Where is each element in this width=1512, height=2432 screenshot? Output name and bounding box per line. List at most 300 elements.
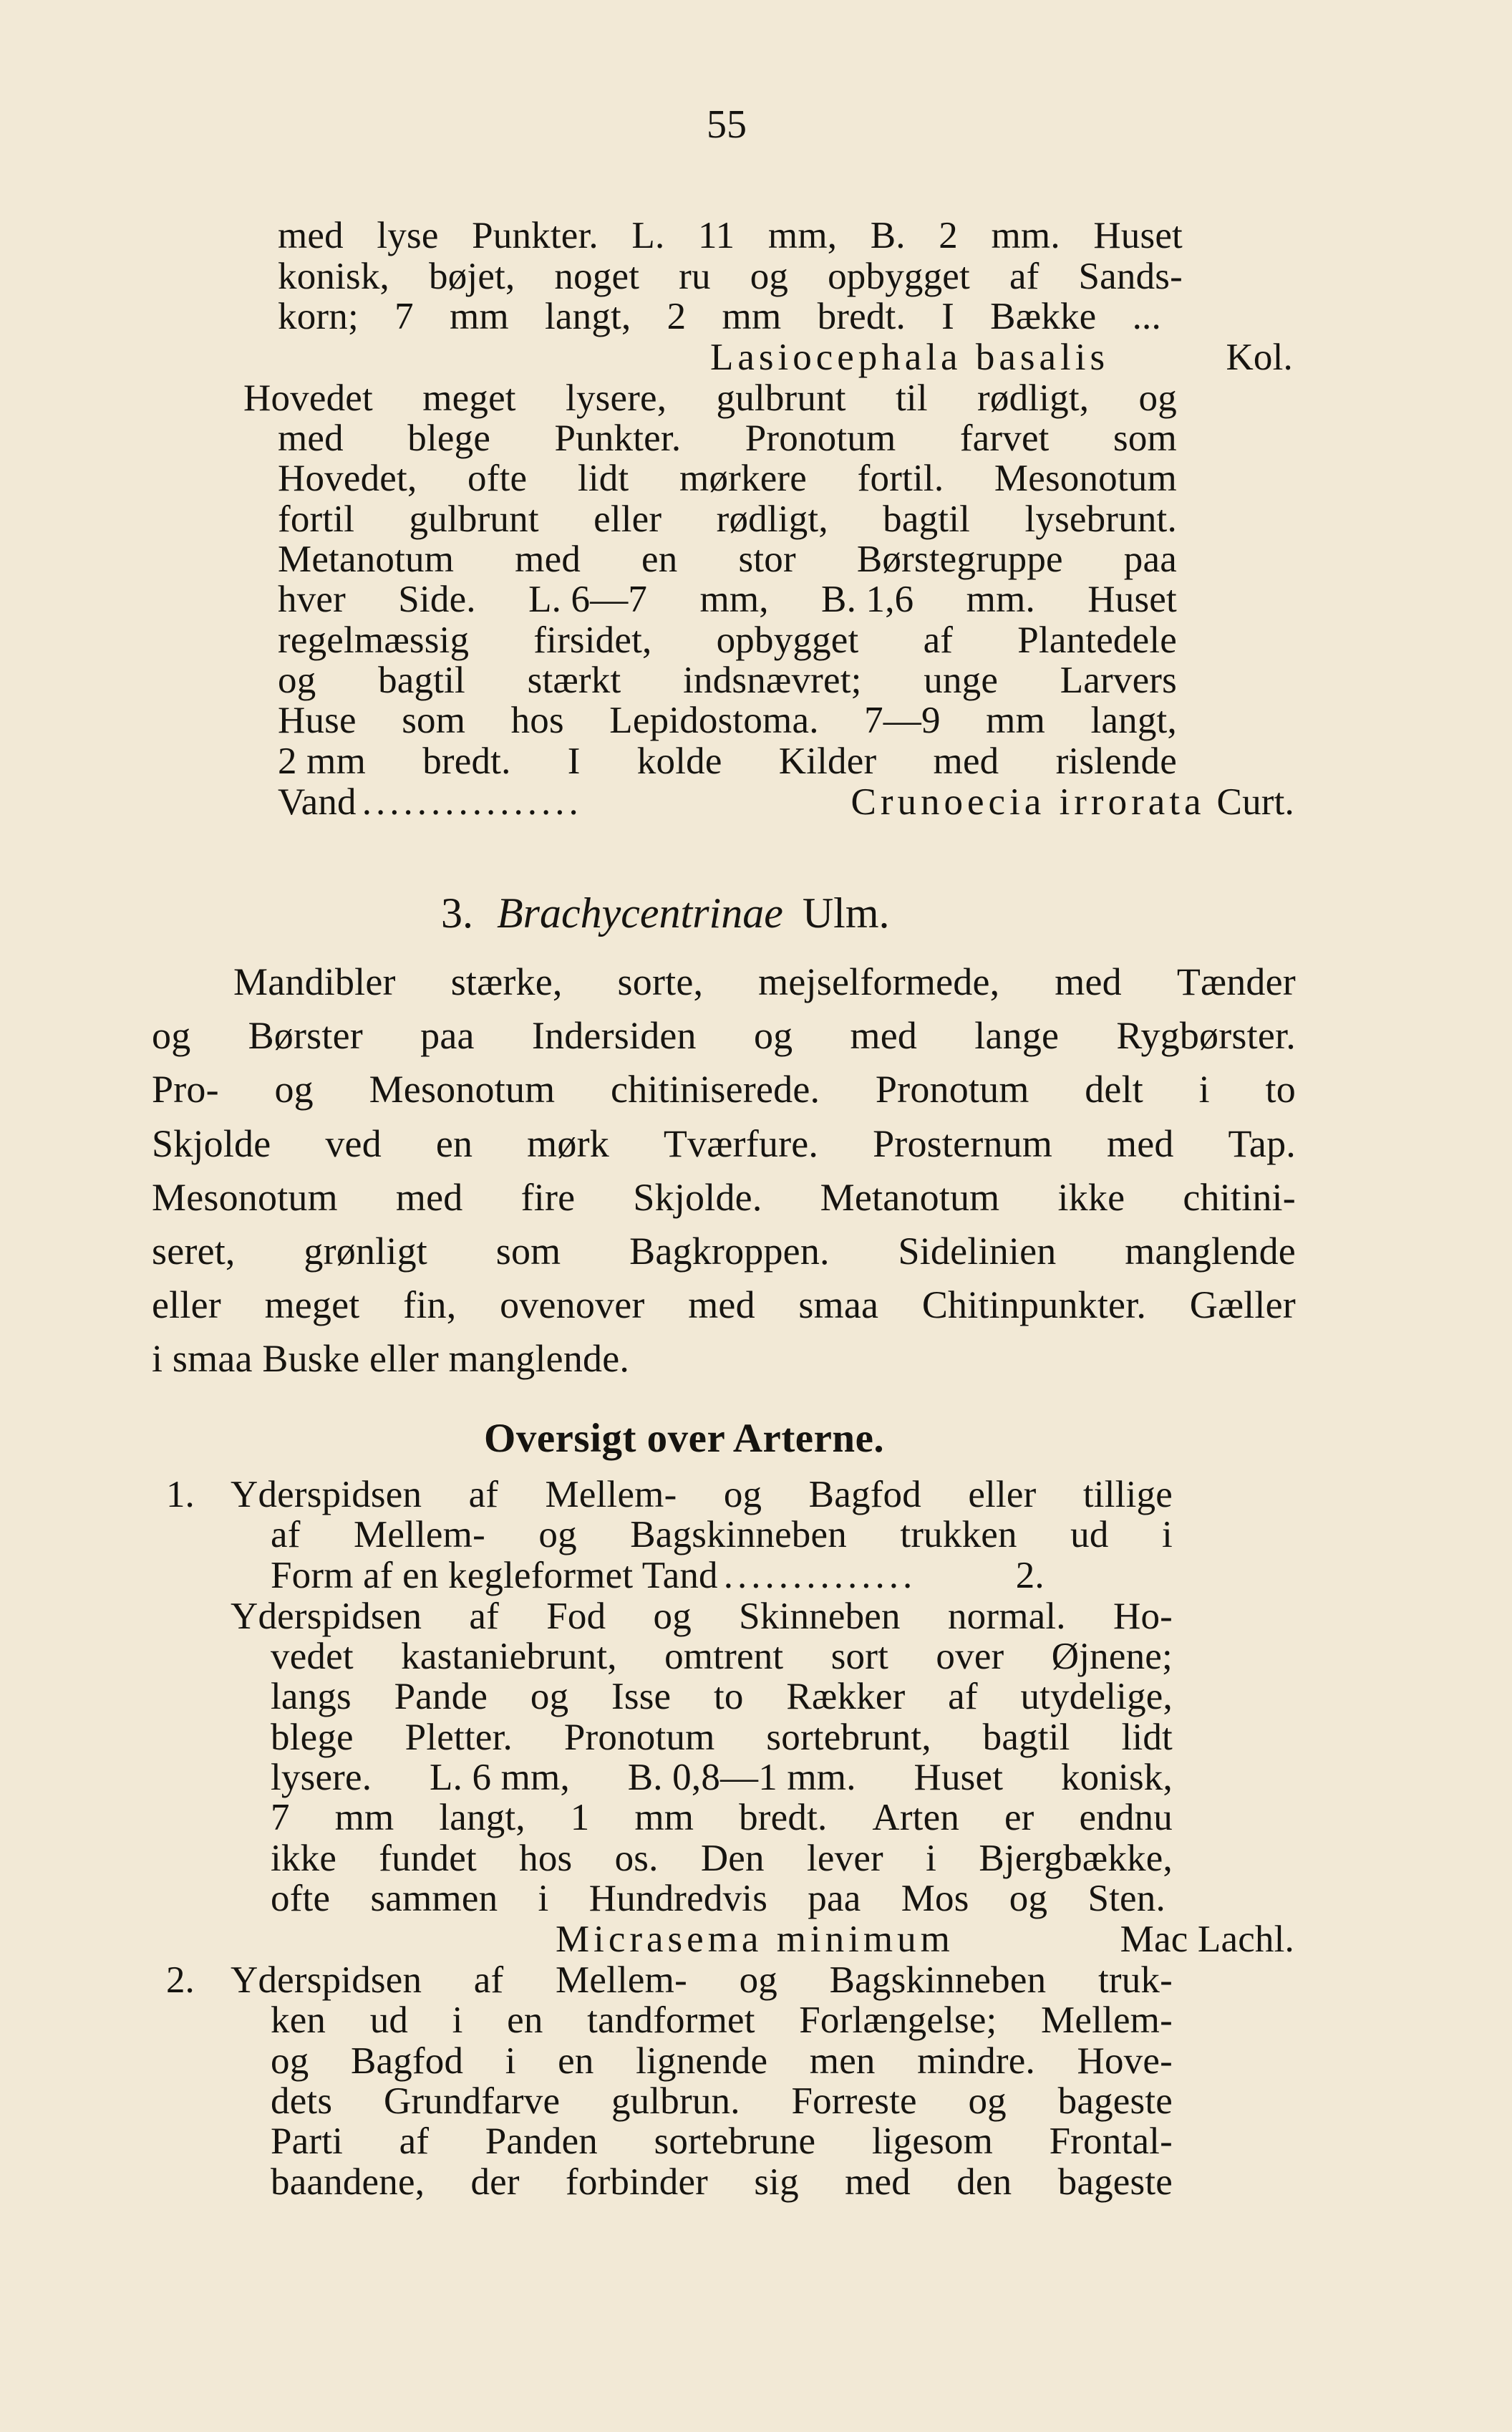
word: konisk, xyxy=(1060,1757,1173,1798)
key-line xyxy=(271,2160,1173,2204)
word: Yderspidsen xyxy=(231,1474,422,1515)
word: Hovedet, xyxy=(278,458,417,499)
word: Panden xyxy=(485,2120,598,2162)
word: stor xyxy=(738,539,796,580)
species-line xyxy=(556,1917,1294,1961)
word: sammen xyxy=(370,1878,498,1919)
word: forbinder xyxy=(566,2161,709,2203)
word: lignende xyxy=(636,2040,768,2082)
word: Metanotum xyxy=(820,1176,1000,1219)
word: meget xyxy=(264,1283,360,1326)
line-start: Vand xyxy=(278,781,357,823)
word: en xyxy=(435,1122,473,1165)
word: mejselformede, xyxy=(758,960,1000,1003)
key-reference: 2. xyxy=(1015,1555,1045,1596)
word: Pronotum xyxy=(875,1068,1029,1111)
word: eller xyxy=(152,1283,221,1326)
word: hos xyxy=(510,700,564,741)
word: 2 xyxy=(667,296,687,337)
word: ud xyxy=(369,1999,409,2041)
word: Yderspidsen xyxy=(231,1596,422,1637)
text-line xyxy=(278,254,1183,299)
word: I xyxy=(941,296,954,337)
word: Frontal- xyxy=(1049,2120,1173,2162)
word: fortil xyxy=(278,498,355,540)
word: hos xyxy=(519,1838,573,1879)
word: vedet xyxy=(271,1636,354,1677)
text-line xyxy=(243,376,1177,420)
word: stærkt xyxy=(527,660,621,701)
word: bageste xyxy=(1057,2161,1173,2203)
word: med xyxy=(1055,960,1122,1003)
word: i xyxy=(1162,1514,1173,1555)
word: bredt. xyxy=(739,1797,828,1838)
word: en xyxy=(558,2040,594,2082)
word: Gæller xyxy=(1189,1283,1296,1326)
key-line xyxy=(271,1876,1166,1921)
key-line xyxy=(271,1634,1173,1679)
word: lyse xyxy=(377,215,439,256)
word: mørk xyxy=(527,1122,609,1165)
word: bredt. xyxy=(422,740,511,782)
key-line xyxy=(271,1755,1173,1800)
word: ken xyxy=(271,1999,326,2041)
word: truk- xyxy=(1097,1959,1173,2001)
word: Bagskinneben xyxy=(630,1514,847,1555)
word: konisk, xyxy=(278,256,390,297)
word: tandformet xyxy=(587,1999,755,2041)
key-number: 2. xyxy=(166,1959,195,2001)
word: Børster xyxy=(248,1014,363,1057)
word: Skjolde. xyxy=(633,1176,762,1219)
word: Arten xyxy=(872,1797,960,1838)
word: en xyxy=(641,539,678,580)
word: den xyxy=(956,2161,1012,2203)
word: Parti xyxy=(271,2120,344,2162)
word: og xyxy=(152,1014,191,1057)
word: af xyxy=(399,2120,430,2162)
word: fin, xyxy=(403,1283,457,1326)
word: I xyxy=(567,740,581,782)
word: L. 6—7 xyxy=(528,579,648,620)
word: Mesonotum xyxy=(369,1068,556,1111)
word: Rækker xyxy=(786,1676,906,1717)
word: med xyxy=(688,1283,755,1326)
word: ikke xyxy=(1057,1176,1125,1219)
key-line xyxy=(231,1594,1173,1639)
word: mm xyxy=(334,1797,394,1838)
word: Side. xyxy=(398,579,476,620)
word: og xyxy=(271,2040,309,2082)
word: opbygget xyxy=(828,256,970,297)
word: Tværfure. xyxy=(663,1122,819,1165)
key-line xyxy=(271,2039,1173,2083)
text-line xyxy=(278,213,1183,258)
word: to xyxy=(1265,1068,1296,1111)
word: Ho- xyxy=(1113,1596,1173,1637)
word: af xyxy=(948,1676,978,1717)
word: som xyxy=(495,1230,561,1273)
word: i xyxy=(926,1838,937,1879)
text-line xyxy=(278,739,1177,783)
line-start: Form af en kegleformet Tand xyxy=(271,1555,718,1596)
word: men xyxy=(809,2040,876,2082)
word: og xyxy=(968,2080,1007,2122)
word: med xyxy=(515,539,581,580)
word: ud xyxy=(1070,1514,1109,1555)
word: Hovedet xyxy=(243,377,373,419)
word: af xyxy=(271,1514,301,1555)
word: noget xyxy=(554,256,640,297)
word: gulbrunt xyxy=(716,377,846,419)
word: Mellem- xyxy=(1041,1999,1173,2041)
word: lever xyxy=(806,1838,883,1879)
section-heading xyxy=(441,888,890,938)
word: med xyxy=(395,1176,463,1219)
word: utydelige, xyxy=(1020,1676,1173,1717)
word: Huse xyxy=(278,700,357,741)
word: og xyxy=(723,1474,762,1515)
word: ... xyxy=(1132,296,1161,337)
word: Indersiden xyxy=(531,1014,697,1057)
word: eller xyxy=(593,498,662,540)
word: lysere. xyxy=(271,1757,372,1798)
word: Hundredvis xyxy=(588,1878,768,1919)
word: chitiniserede. xyxy=(611,1068,820,1111)
section-author: Ulm. xyxy=(802,889,890,937)
word: Hove- xyxy=(1077,2040,1173,2082)
word: mm. xyxy=(991,215,1060,256)
word: og xyxy=(530,1676,569,1717)
word: Fod xyxy=(546,1596,606,1637)
word: kastaniebrunt, xyxy=(401,1636,617,1677)
word: blege xyxy=(271,1717,354,1758)
word: ovenover xyxy=(500,1283,645,1326)
word: Yderspidsen xyxy=(231,1959,422,2001)
word: B. 0,8—1 mm. xyxy=(627,1757,856,1798)
word: Forreste xyxy=(791,2080,917,2122)
word: Bække xyxy=(990,296,1097,337)
word: meget xyxy=(422,377,516,419)
word: 7 xyxy=(271,1797,290,1838)
text-line xyxy=(278,416,1177,460)
word: ru xyxy=(679,256,711,297)
key-line xyxy=(271,1795,1173,1840)
word: til xyxy=(895,377,928,419)
species-name: Lasiocephala basalis xyxy=(710,337,1110,378)
word: med xyxy=(278,215,344,256)
word: 1 xyxy=(570,1797,590,1838)
word: i xyxy=(1198,1068,1210,1111)
word: stærke, xyxy=(450,960,563,1003)
species-author: Mac Lachl. xyxy=(1120,1919,1294,1960)
word: af xyxy=(923,619,954,661)
text-line xyxy=(152,1229,1296,1273)
word: ofte xyxy=(467,458,528,499)
species-author: Curt. xyxy=(1216,781,1294,823)
word: Sidelinien xyxy=(898,1230,1057,1273)
word: kolde xyxy=(636,740,722,782)
word: paa xyxy=(808,1878,861,1919)
word: Børstegruppe xyxy=(856,539,1063,580)
word: firsidet, xyxy=(533,619,652,661)
section-name: Brachycentrinae xyxy=(497,889,783,937)
key-heading: Oversigt over Arterne. xyxy=(484,1416,885,1461)
word: fire xyxy=(520,1176,576,1219)
word: Tænder xyxy=(1176,960,1296,1003)
key-line xyxy=(271,1715,1173,1760)
word: chitini- xyxy=(1183,1176,1296,1219)
word: af xyxy=(473,1959,504,2001)
word: som xyxy=(402,700,466,741)
word: eller xyxy=(968,1474,1037,1515)
word: Bagfod xyxy=(350,2040,464,2082)
word: der xyxy=(470,2161,520,2203)
word: seret, xyxy=(152,1230,236,1273)
word: bageste xyxy=(1057,2080,1173,2122)
word: Skinneben xyxy=(739,1596,901,1637)
word: bagtil xyxy=(378,660,465,701)
species-line xyxy=(278,780,1294,824)
word: lidt xyxy=(1121,1717,1173,1758)
word: Larvers xyxy=(1060,660,1177,701)
text-line xyxy=(152,1283,1296,1327)
text-line xyxy=(278,497,1177,541)
word: langt, xyxy=(439,1797,525,1838)
word: Huset xyxy=(1093,215,1183,256)
word: lange xyxy=(974,1014,1060,1057)
word: bøjet, xyxy=(429,256,515,297)
word: ofte xyxy=(271,1878,331,1919)
word: Bagfod xyxy=(808,1474,921,1515)
word: rødligt, xyxy=(977,377,1090,419)
word: Metanotum xyxy=(278,539,455,580)
word: Øjnene; xyxy=(1051,1636,1173,1677)
word: i xyxy=(538,1878,549,1919)
word: Pro- xyxy=(152,1068,219,1111)
word: over xyxy=(936,1636,1004,1677)
word: paa xyxy=(420,1014,475,1057)
word: mindre. xyxy=(917,2040,1035,2082)
word: 7—9 xyxy=(864,700,941,741)
key-line xyxy=(271,2079,1173,2123)
word: Punkter. xyxy=(472,215,598,256)
word: Mellem- xyxy=(354,1514,485,1555)
word: og xyxy=(278,660,316,701)
word: Pande xyxy=(394,1676,488,1717)
word: rislende xyxy=(1055,740,1177,782)
word: Rygbørster. xyxy=(1116,1014,1296,1057)
section-number: 3. xyxy=(441,889,473,937)
word: endnu xyxy=(1079,1797,1173,1838)
word: sorte, xyxy=(617,960,704,1003)
text-line xyxy=(278,577,1177,622)
word: blege xyxy=(407,418,491,459)
word: Sands- xyxy=(1078,256,1183,297)
word: L. 6 mm, xyxy=(430,1757,570,1798)
word: bagtil xyxy=(982,1717,1070,1758)
word: Mos xyxy=(901,1878,969,1919)
word: 11 xyxy=(697,215,735,256)
word: og xyxy=(750,256,789,297)
word: dets xyxy=(271,2080,333,2122)
species-name: Micrasema minimum xyxy=(556,1919,954,1960)
word: Chitinpunkter. xyxy=(921,1283,1147,1326)
word: mørkere xyxy=(679,458,807,499)
word: mm, xyxy=(699,579,769,620)
word: Sten. xyxy=(1087,1878,1166,1919)
word: med xyxy=(278,418,344,459)
word: sig xyxy=(754,2161,799,2203)
word: som xyxy=(1113,418,1177,459)
key-number: 1. xyxy=(166,1474,195,1515)
word: og xyxy=(739,1959,777,2001)
word: B. 1,6 xyxy=(821,579,914,620)
word: 7 xyxy=(394,296,414,337)
word: L. xyxy=(631,215,665,256)
text-line xyxy=(233,960,1296,1004)
text-line xyxy=(152,1067,1296,1111)
word: tillige xyxy=(1082,1474,1173,1515)
word: manglende xyxy=(1125,1230,1296,1273)
text-line xyxy=(152,1013,1296,1058)
word: af xyxy=(468,1474,499,1515)
word: Mellem- xyxy=(545,1474,677,1515)
word: bagtil xyxy=(883,498,971,540)
word: og xyxy=(653,1596,692,1637)
word: unge xyxy=(924,660,999,701)
word: i xyxy=(452,1999,463,2041)
species-name: Crunoecia irrorata xyxy=(850,781,1206,823)
word: gulbrun. xyxy=(611,2080,740,2122)
leader-dots: ................ xyxy=(362,781,583,823)
word: Bagskinneben xyxy=(829,1959,1047,2001)
word: 2 xyxy=(939,215,958,256)
word: omtrent xyxy=(664,1636,784,1677)
word: mm xyxy=(722,296,782,337)
key-line xyxy=(271,1836,1173,1881)
word: langt, xyxy=(1090,700,1177,741)
word: Huset xyxy=(914,1757,1004,1798)
word: og xyxy=(1009,1878,1048,1919)
word: sortebrunt, xyxy=(766,1717,931,1758)
word: ligesom xyxy=(871,2120,994,2162)
word: Pronotum xyxy=(745,418,896,459)
text-line xyxy=(152,1121,1296,1166)
word: en xyxy=(507,1999,543,2041)
word: Pletter. xyxy=(404,1717,513,1758)
word: er xyxy=(1004,1797,1034,1838)
text-line xyxy=(278,618,1177,662)
word: indsnævret; xyxy=(683,660,862,701)
word: baandene, xyxy=(271,2161,425,2203)
key-line xyxy=(231,1958,1173,2002)
key-line xyxy=(271,2119,1173,2163)
word: ved xyxy=(325,1122,382,1165)
word: farvet xyxy=(959,418,1050,459)
word: to xyxy=(713,1676,744,1717)
word: med xyxy=(845,2161,911,2203)
word: Forlængelse; xyxy=(799,1999,997,2041)
word: med xyxy=(933,740,999,782)
word: hver xyxy=(278,579,346,620)
text-line xyxy=(278,294,1161,339)
word: Lepidostoma. xyxy=(609,700,819,741)
word: fortil. xyxy=(857,458,944,499)
word: bredt. xyxy=(817,296,906,337)
word: langt, xyxy=(545,296,631,337)
text-line xyxy=(152,1175,1296,1220)
text-line xyxy=(278,537,1177,582)
word: korn; xyxy=(278,296,359,337)
word: af xyxy=(469,1596,499,1637)
word: Grundfarve xyxy=(383,2080,561,2122)
word: af xyxy=(1009,256,1040,297)
word: sort xyxy=(830,1636,889,1677)
word: Mesonotum xyxy=(152,1176,338,1219)
word: smaa xyxy=(798,1283,879,1326)
word: Tap. xyxy=(1228,1122,1296,1165)
word: delt xyxy=(1085,1068,1143,1111)
word: langs xyxy=(271,1676,352,1717)
text-line: i smaa Buske eller manglende. xyxy=(152,1337,630,1380)
word: Prosternum xyxy=(873,1122,1053,1165)
word: mm xyxy=(634,1797,694,1838)
word: mm, xyxy=(767,215,838,256)
word: gulbrunt xyxy=(409,498,539,540)
word: mm xyxy=(449,296,509,337)
key-line xyxy=(271,1674,1173,1719)
word: opbygget xyxy=(716,619,859,661)
word: regelmæssig xyxy=(278,619,470,661)
word: Den xyxy=(700,1838,765,1879)
word: mm. xyxy=(966,579,1035,620)
word: fundet xyxy=(379,1838,477,1879)
word: Plantedele xyxy=(1017,619,1177,661)
word: Bagkroppen. xyxy=(629,1230,830,1273)
word: Skjolde xyxy=(152,1122,271,1165)
species-line xyxy=(710,335,1293,380)
word: Isse xyxy=(611,1676,672,1717)
word: Bjergbække, xyxy=(979,1838,1173,1879)
word: og xyxy=(753,1014,793,1057)
text-line xyxy=(278,698,1177,743)
word: Punkter. xyxy=(554,418,682,459)
key-line xyxy=(271,1512,1173,1557)
word: i xyxy=(505,2040,516,2082)
leader-dots: .............. xyxy=(723,1555,917,1596)
page-number: 55 xyxy=(707,102,747,147)
word: med xyxy=(850,1014,918,1057)
word: grønligt xyxy=(304,1230,427,1273)
word: paa xyxy=(1123,539,1177,580)
word: Mandibler xyxy=(233,960,396,1003)
word: med xyxy=(1107,1122,1174,1165)
word: og xyxy=(274,1068,314,1111)
species-author: Kol. xyxy=(1226,337,1293,378)
word: mm xyxy=(986,700,1046,741)
word: lysebrunt. xyxy=(1024,498,1177,540)
word: og xyxy=(538,1514,577,1555)
word: Mellem- xyxy=(556,1959,687,2001)
word: og xyxy=(1138,377,1177,419)
word: lidt xyxy=(577,458,629,499)
key-line xyxy=(271,1998,1173,2042)
key-line xyxy=(271,1553,1251,1598)
word: os. xyxy=(614,1838,659,1879)
word: normal. xyxy=(947,1596,1066,1637)
key-line xyxy=(231,1472,1173,1517)
